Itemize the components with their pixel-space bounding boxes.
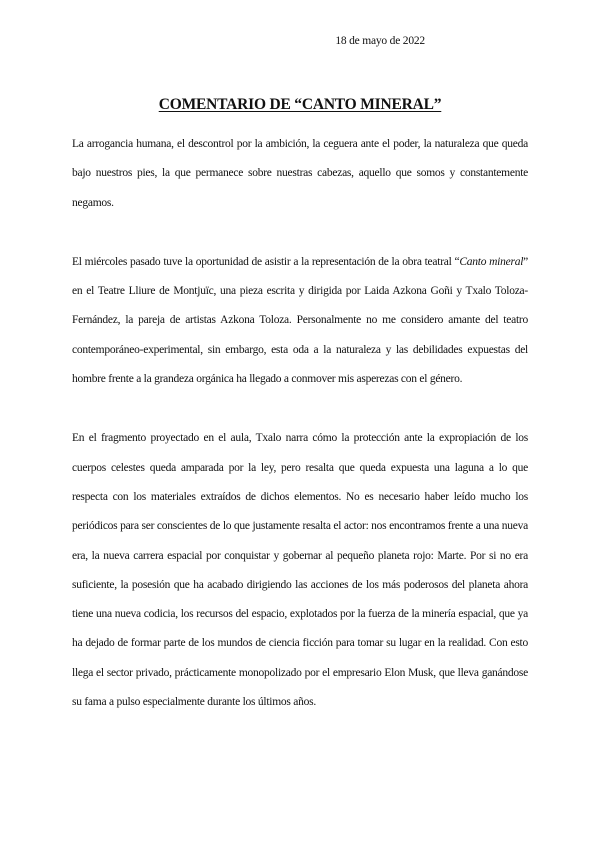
document-title: COMENTARIO DE “CANTO MINERAL” bbox=[158, 96, 442, 113]
paragraph-intro: La arrogancia humana, el descontrol por la ambición, la ceguera ante el poder, la naturaleza que queda bajo nuestros pies, la que permanece sobre nuestras cabezas, aquello que somos y constantemente negamos. bbox=[72, 138, 528, 209]
paragraph-performance-end: ” en el Teatre Lliure de Montjuïc, una pieza escrita y dirigida por Laida Azkona Goñi y Txalo Toloza-Fernández, la pareja de artistas Azkona Toloza. Personalmente no me considero amante del teatro contemporáneo-experimental, sin embargo, esta oda a la naturaleza y las debilidades expuestas del hombre frente a la grandeza orgánica ha llegado a conmover mis asperezas con el género. bbox=[72, 255, 529, 386]
paragraph-performance bbox=[72, 248, 528, 394]
paragraph-fragment: En el fragmento proyectado en el aula, Txalo narra cómo la protección ante la expropiación de los cuerpos celestes queda amparada por la ley, pero resalta que queda expuesta una laguna a lo que respecta con los materiales extraídos de dichos elementos. No es necesario haber leído mucho los periódicos para ser conscientes de lo que justamente resalta el actor: nos encontramos frente a una nueva era, la nueva carrera espacial por conquistar y gobernar al pequeño planeta rojo: Marte. Por si no era suficiente, la posesión que ha acabado dirigiendo las acciones de los más poderosos del planeta ahora tiene una nueva codicia, los recursos del espacio, explotados por la fuerza de la minería espacial, que ya ha dejado de formar parte de los mundos de ciencia ficción para tomar su lugar en la realidad. Con esto llega el sector privado, prácticamente monopolizado por el empresario Elon Musk, que lleva ganándose su fama a pulso especialmente durante los últimos años. bbox=[72, 432, 528, 709]
document-body bbox=[72, 130, 528, 747]
document-date: 18 de mayo de 2022 bbox=[335, 35, 425, 47]
play-title-italic: Canto mineral bbox=[459, 255, 524, 268]
paragraph-performance-start: El miércoles pasado tuve la oportunidad de asistir a la representación de la obra teatral “ bbox=[72, 255, 460, 268]
